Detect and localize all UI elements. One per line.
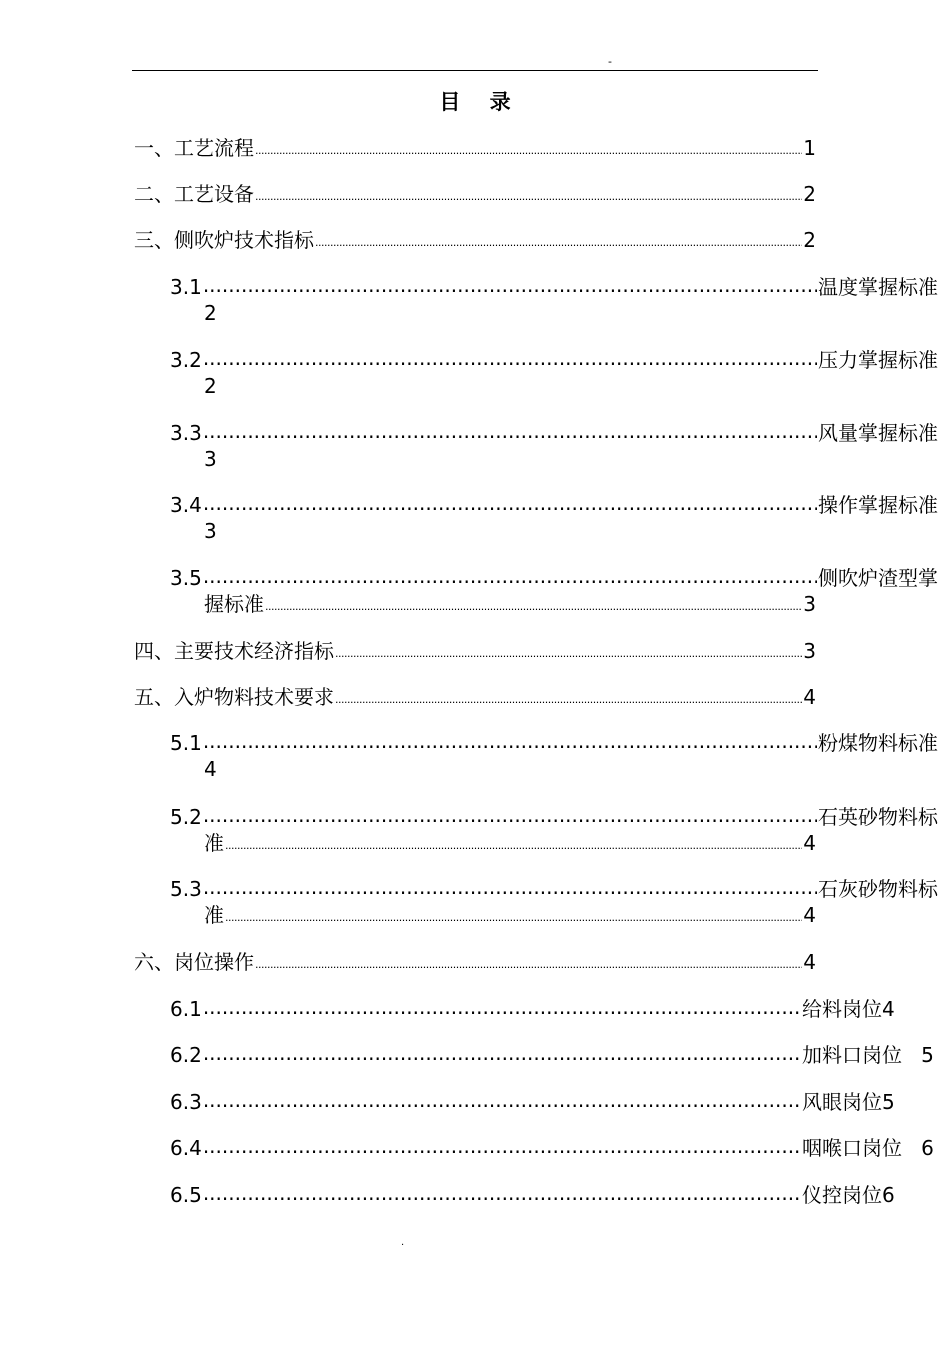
toc-entry-title: 温度掌握标准 bbox=[818, 275, 938, 299]
toc-leader-dots bbox=[203, 491, 817, 515]
toc-entry-5-2[interactable] bbox=[170, 805, 938, 829]
toc-page-number: 3 bbox=[803, 592, 816, 616]
toc-entry-3-4[interactable] bbox=[170, 493, 938, 517]
toc-entry-title-continued: 准 bbox=[204, 903, 224, 927]
toc-entry-title: 侧吹炉渣型掌 bbox=[818, 566, 938, 590]
toc-entry-3-3[interactable] bbox=[170, 421, 938, 445]
toc-entry-label: 三、侧吹炉技术指标 bbox=[134, 228, 314, 252]
toc-leader-dots bbox=[255, 190, 802, 203]
toc-entry-label: 五、入炉物料技术要求 bbox=[134, 685, 334, 709]
toc-entry-title: 咽喉口岗位 6 bbox=[802, 1136, 934, 1160]
toc-entry-1[interactable] bbox=[134, 136, 816, 160]
toc-entry-6-1[interactable] bbox=[170, 997, 910, 1021]
toc-entry-number: 3.4 bbox=[170, 493, 202, 517]
toc-page-number-5-1: 4 bbox=[204, 757, 217, 781]
toc-entry-number: 3.5 bbox=[170, 566, 202, 590]
header-mark: - bbox=[608, 55, 612, 68]
toc-entry-title: 风眼岗位5 bbox=[802, 1090, 895, 1114]
toc-entry-6-2[interactable] bbox=[170, 1043, 948, 1067]
toc-page-number: 2 bbox=[803, 182, 816, 206]
toc-entry-3-1[interactable] bbox=[170, 275, 938, 299]
toc-entry-6[interactable] bbox=[134, 950, 816, 974]
toc-page-number-3-3: 3 bbox=[204, 447, 217, 471]
toc-entry-title: 仪控岗位6 bbox=[802, 1183, 895, 1207]
toc-entry-title: 给料岗位4 bbox=[802, 997, 895, 1021]
toc-entry-5[interactable] bbox=[134, 685, 816, 709]
toc-entry-6-4[interactable] bbox=[170, 1136, 948, 1160]
toc-entry-title: 石英砂物料标 bbox=[818, 805, 938, 829]
toc-entry-number: 3.1 bbox=[170, 275, 202, 299]
toc-leader-dots bbox=[335, 693, 802, 706]
toc-entry-number: 5.3 bbox=[170, 877, 202, 901]
toc-entry-number: 5.1 bbox=[170, 731, 202, 755]
toc-entry-label: 六、岗位操作 bbox=[134, 950, 254, 974]
toc-entry-6-5[interactable] bbox=[170, 1183, 910, 1207]
toc-page-number: 3 bbox=[803, 639, 816, 663]
toc-leader-dots bbox=[203, 1134, 801, 1158]
toc-entry-number: 6.2 bbox=[170, 1043, 202, 1067]
toc-page-number-3-1: 2 bbox=[204, 301, 217, 325]
toc-entry-5-1[interactable] bbox=[170, 731, 938, 755]
toc-leader-dots bbox=[203, 995, 801, 1019]
toc-leader-dots bbox=[255, 958, 802, 971]
toc-leader-dots bbox=[203, 419, 817, 443]
toc-entry-3[interactable] bbox=[134, 228, 816, 252]
toc-entry-label: 二、工艺设备 bbox=[134, 182, 254, 206]
toc-leader-dots bbox=[315, 236, 802, 249]
toc-entry-number: 3.2 bbox=[170, 348, 202, 372]
toc-entry-number: 6.4 bbox=[170, 1136, 202, 1160]
toc-leader-dots bbox=[335, 647, 802, 660]
toc-entry-title-continued: 准 bbox=[204, 831, 224, 855]
toc-entry-5-3[interactable] bbox=[170, 877, 938, 901]
toc-entry-5-2-continued[interactable] bbox=[204, 831, 816, 855]
toc-entry-label: 一、工艺流程 bbox=[134, 136, 254, 160]
toc-entry-3-5[interactable] bbox=[170, 566, 938, 590]
toc-leader-dots bbox=[265, 600, 802, 613]
toc-entry-label: 四、主要技术经济指标 bbox=[134, 639, 334, 663]
header-rule bbox=[132, 70, 818, 71]
toc-entry-title: 石灰砂物料标 bbox=[818, 877, 938, 901]
toc-page-number: 4 bbox=[803, 950, 816, 974]
toc-leader-dots bbox=[203, 875, 817, 899]
toc-entry-title: 风量掌握标准 bbox=[818, 421, 938, 445]
toc-page-number-3-2: 2 bbox=[204, 374, 217, 398]
toc-entry-title: 操作掌握标准 bbox=[818, 493, 938, 517]
toc-page-number: 2 bbox=[803, 228, 816, 252]
toc-leader-dots bbox=[203, 346, 817, 370]
toc-title: 目 录 bbox=[439, 90, 511, 114]
toc-leader-dots bbox=[203, 1088, 801, 1112]
toc-entry-number: 3.3 bbox=[170, 421, 202, 445]
toc-page-number-3-4: 3 bbox=[204, 519, 217, 543]
toc-leader-dots bbox=[225, 911, 802, 924]
toc-entry-title: 压力掌握标准 bbox=[818, 348, 938, 372]
toc-entry-6-3[interactable] bbox=[170, 1090, 910, 1114]
toc-page-number: 1 bbox=[803, 136, 816, 160]
toc-page-number: 4 bbox=[803, 685, 816, 709]
toc-entry-number: 6.3 bbox=[170, 1090, 202, 1114]
toc-entry-title: 粉煤物料标准 bbox=[818, 731, 938, 755]
toc-entry-2[interactable] bbox=[134, 182, 816, 206]
toc-page-number: 4 bbox=[803, 903, 816, 927]
toc-entry-3-5-continued[interactable] bbox=[204, 592, 816, 616]
toc-entry-number: 6.1 bbox=[170, 997, 202, 1021]
toc-leader-dots bbox=[203, 1041, 801, 1065]
toc-entry-3-2[interactable] bbox=[170, 348, 938, 372]
toc-leader-dots bbox=[203, 729, 817, 753]
toc-leader-dots bbox=[203, 1181, 801, 1205]
toc-entry-4[interactable] bbox=[134, 639, 816, 663]
toc-entry-5-3-continued[interactable] bbox=[204, 903, 816, 927]
toc-entry-title: 加料口岗位 5 bbox=[802, 1043, 934, 1067]
toc-leader-dots bbox=[203, 273, 817, 297]
toc-leader-dots bbox=[203, 564, 817, 588]
toc-leader-dots bbox=[225, 839, 802, 852]
toc-entry-title-continued: 握标准 bbox=[204, 592, 264, 616]
toc-leader-dots bbox=[203, 803, 817, 827]
toc-entry-number: 5.2 bbox=[170, 805, 202, 829]
toc-page-number: 4 bbox=[803, 831, 816, 855]
toc-entry-number: 6.5 bbox=[170, 1183, 202, 1207]
toc-leader-dots bbox=[255, 144, 802, 157]
footer-mark: . bbox=[401, 1237, 405, 1248]
